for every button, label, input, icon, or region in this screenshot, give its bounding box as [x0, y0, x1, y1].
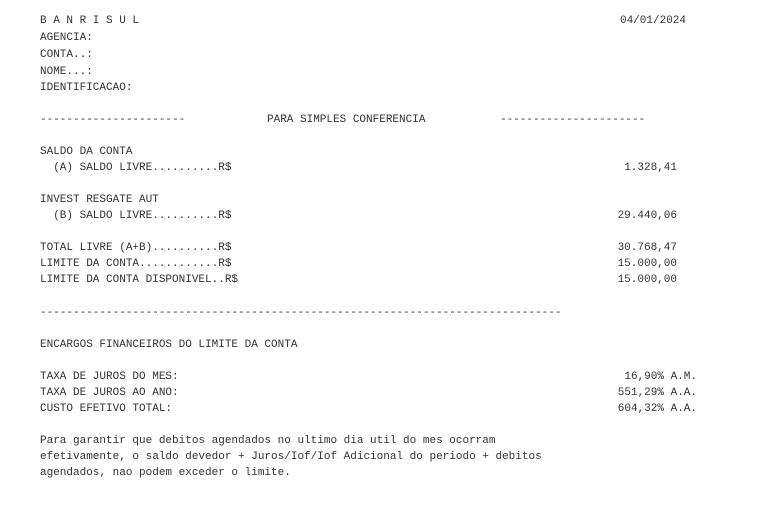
separator-left: ----------------------: [40, 114, 186, 126]
nome-label: NOME...:: [40, 66, 93, 78]
saldo-livre-b-label: (B) SALDO LIVRE..........R$: [40, 210, 232, 222]
footer-note-line-1: Para garantir que debitos agendados no ultimo dia util do mes ocorram: [40, 435, 496, 447]
footer-note-line-3: agendados, nao podem exceder o limite.: [40, 467, 291, 479]
juros-mes-value: 16,90% A.M.: [624, 371, 697, 383]
total-livre-value: 30.768,47: [617, 242, 677, 254]
saldo-livre-a-label: (A) SALDO LIVRE..........R$: [40, 162, 232, 174]
identificacao-label: IDENTIFICACAO:: [40, 82, 133, 94]
limite-disponivel-label: LIMITE DA CONTA DISPONIVEL..R$: [40, 274, 239, 286]
total-livre-label: TOTAL LIVRE (A+B)..........R$: [40, 242, 232, 254]
separator-right: ----------------------: [500, 114, 646, 126]
saldo-conta-title: SALDO DA CONTA: [40, 146, 133, 158]
saldo-livre-b-value: 29.440,06: [617, 210, 677, 222]
limite-conta-value: 15.000,00: [617, 258, 677, 270]
custo-efetivo-label: CUSTO EFETIVO TOTAL:: [40, 403, 173, 415]
saldo-livre-a-value: 1.328,41: [624, 162, 677, 174]
custo-efetivo-value: 604,32% A.A.: [617, 403, 697, 415]
footer-note-line-2: efetivamente, o saldo devedor + Juros/Iof/Iof Adicional do periodo + debitos: [40, 451, 542, 463]
separator-full: -------------------------------------------------------------------------------: [40, 307, 562, 319]
juros-ano-value: 551,29% A.A.: [617, 387, 697, 399]
encargos-title: ENCARGOS FINANCEIROS DO LIMITE DA CONTA: [40, 339, 298, 351]
juros-ano-label: TAXA DE JUROS AO ANO:: [40, 387, 179, 399]
bank-name: B A N R I S U L: [40, 15, 140, 27]
section-title: PARA SIMPLES CONFERENCIA: [267, 114, 426, 126]
limite-conta-label: LIMITE DA CONTA............R$: [40, 258, 232, 270]
conta-label: CONTA..:: [40, 49, 93, 61]
limite-disponivel-value: 15.000,00: [617, 274, 677, 286]
juros-mes-label: TAXA DE JUROS DO MES:: [40, 371, 179, 383]
agencia-label: AGENCIA:: [40, 32, 93, 44]
statement-date: 04/01/2024: [619, 15, 686, 27]
invest-title: INVEST RESGATE AUT: [40, 194, 159, 206]
